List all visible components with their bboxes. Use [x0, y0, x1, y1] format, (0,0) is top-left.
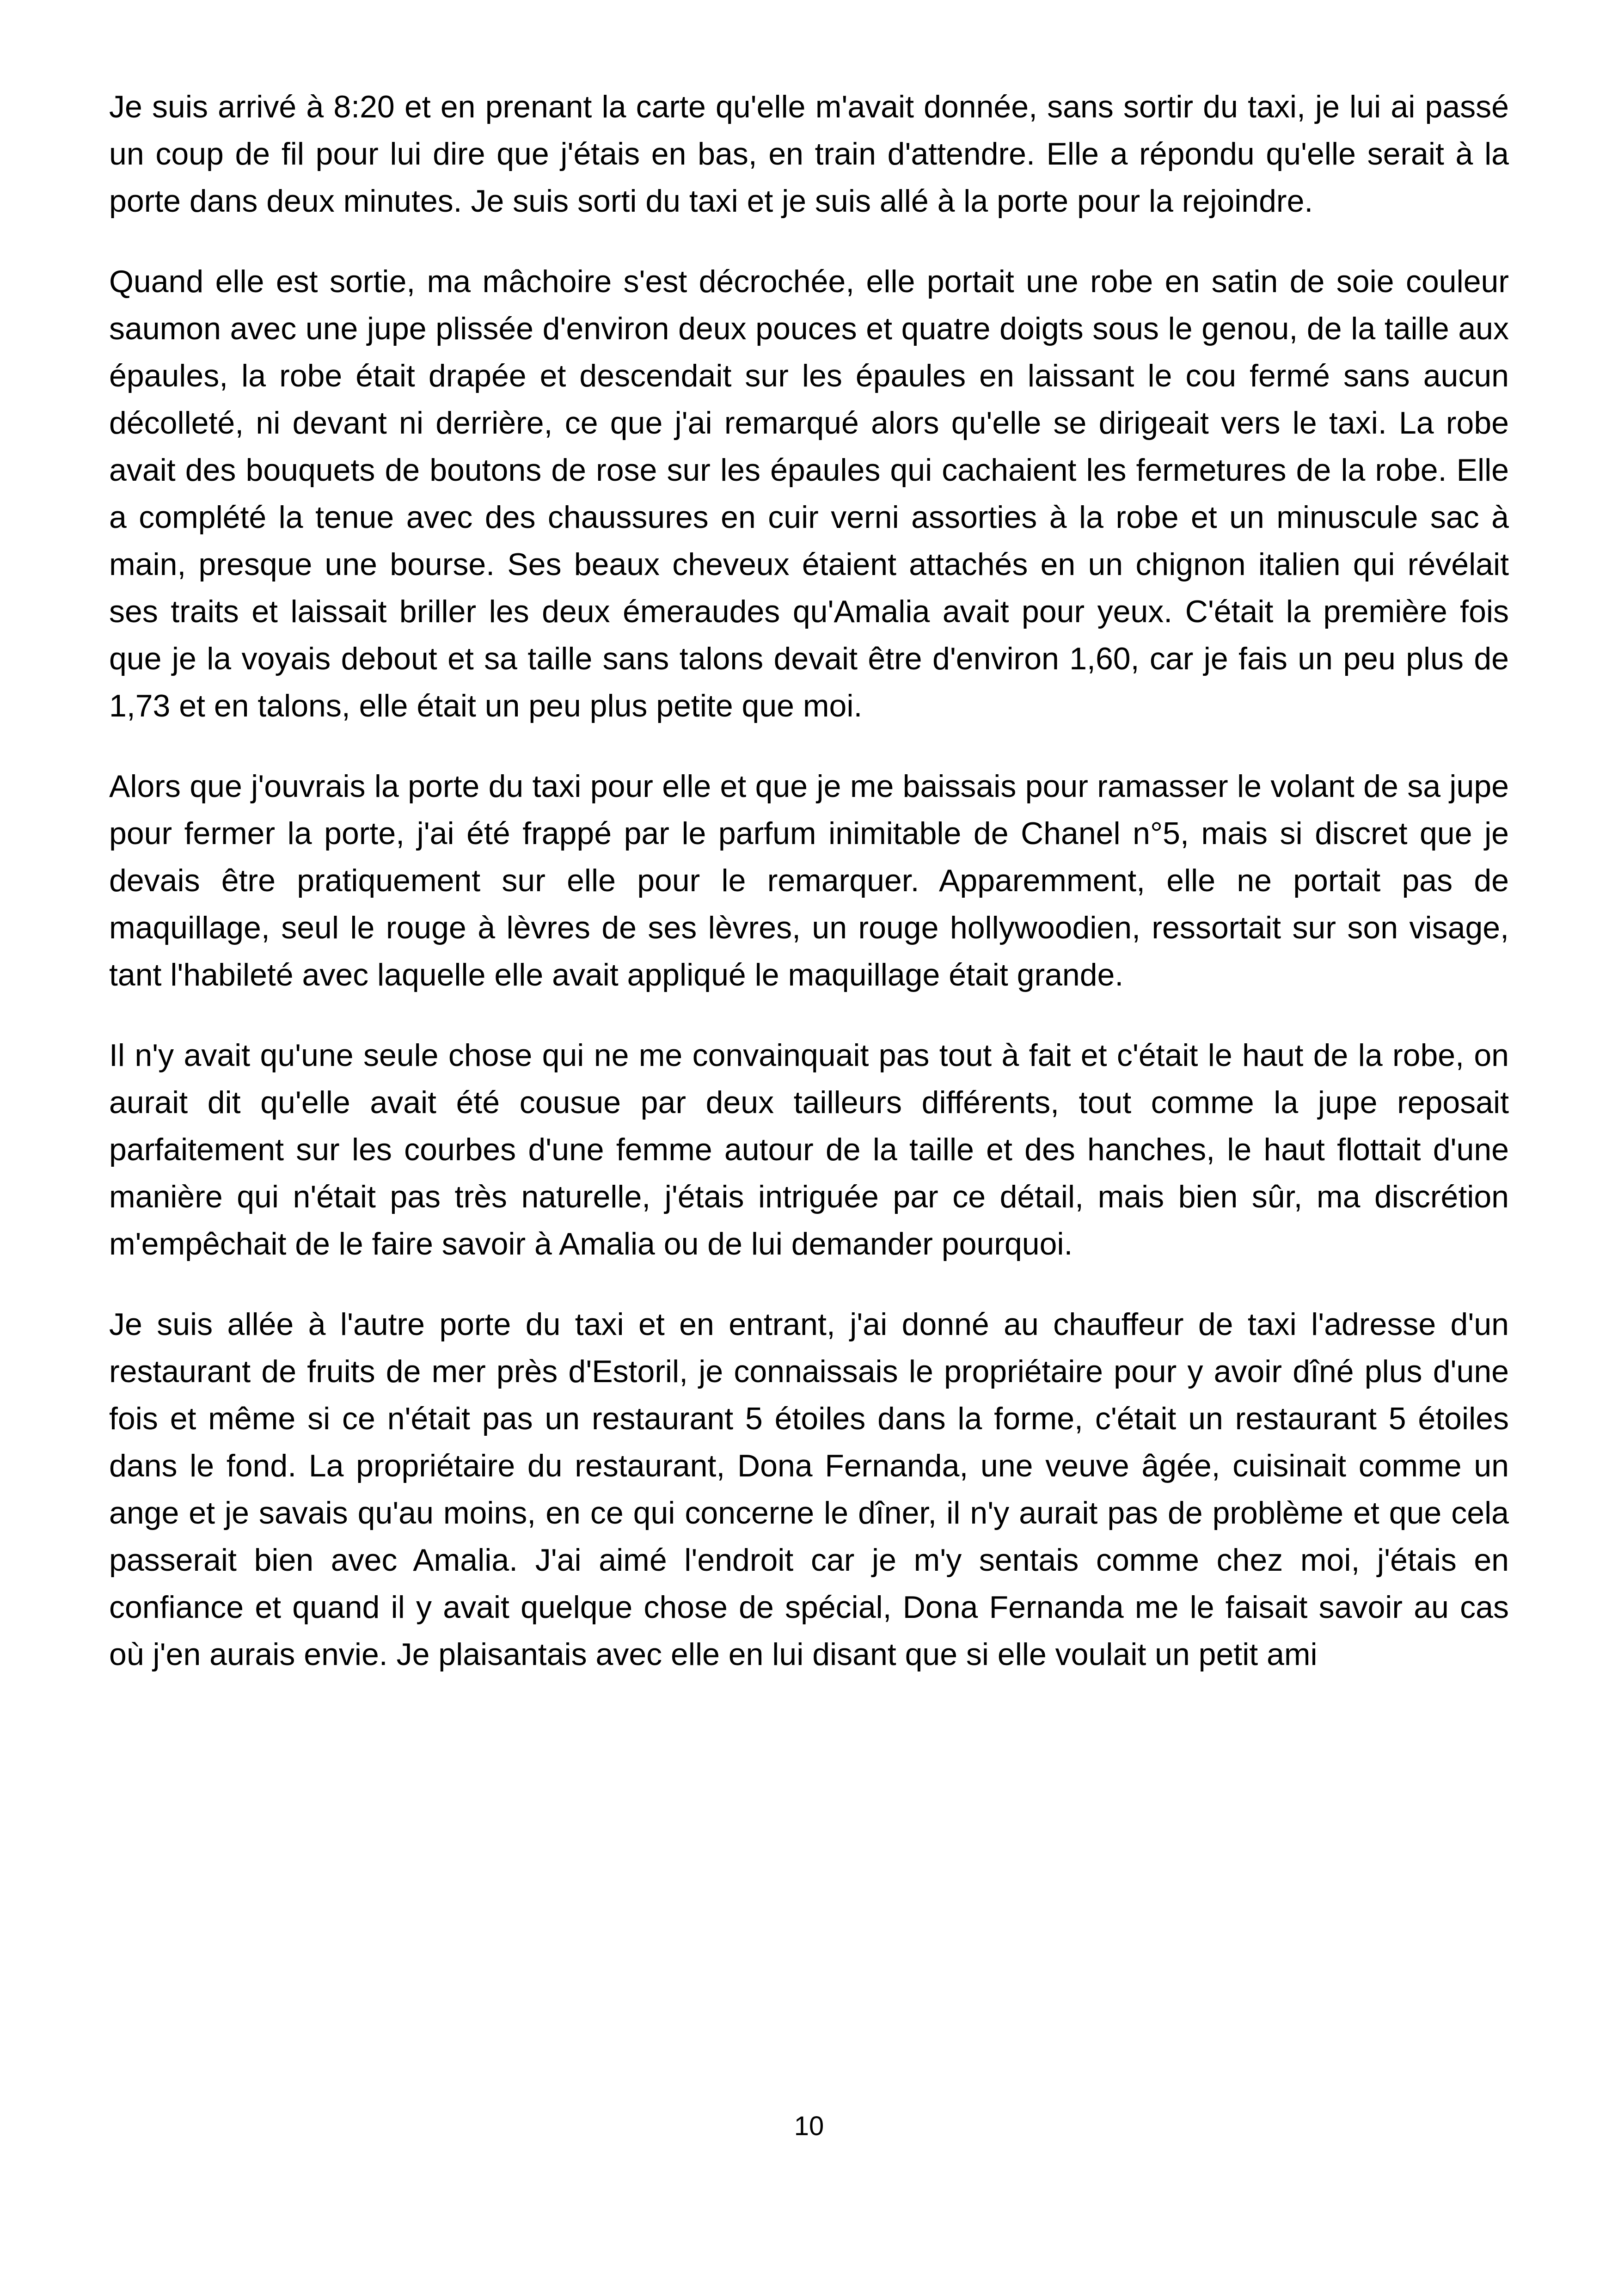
paragraph-4: Il n'y avait qu'une seule chose qui ne me convainquait pas tout à fait et c'était le haut de la robe, on aurait dit qu'elle avait été cousue par deux tailleurs différents, tout comme la jupe reposait parfaitement sur les courbes d'une femme autour de la taille et des hanches, le haut flottait d'une manière qui n'était pas très naturelle, j'étais intriguée par ce détail, mais bien sûr, ma discrétion m'empêchait de le faire savoir à Amalia ou de lui demander pourquoi. [109, 1038, 1509, 1261]
body-text [109, 83, 1509, 1678]
paragraph-5: Je suis allée à l'autre porte du taxi et en entrant, j'ai donné au chauffeur de taxi l'adresse d'un restaurant de fruits de mer près d'Estoril, je connaissais le propriétaire pour y avoir dîné plus d'une fois et même si ce n'était pas un restaurant 5 étoiles dans la forme, c'était un restaurant 5 étoiles dans le fond. La propriétaire du restaurant, Dona Fernanda, une veuve âgée, cuisinait comme un ange et je savais qu'au moins, en ce qui concerne le dîner, il n'y aurait pas de problème et que cela passerait bien avec Amalia. J'ai aimé l'endroit car je m'y sentais comme chez moi, j'étais en confiance et quand il y avait quelque chose de spécial, Dona Fernanda me le faisait savoir au cas où j'en aurais envie. Je plaisantais avec elle en lui disant que si elle voulait un petit ami [109, 1307, 1509, 1672]
paragraph-3: Alors que j'ouvrais la porte du taxi pour elle et que je me baissais pour ramasser le volant de sa jupe pour fermer la porte, j'ai été frappé par le parfum inimitable de Chanel n°5, mais si discret que je devais être pratiquement sur elle pour le remarquer. Apparemment, elle ne portait pas de maquillage, seul le rouge à lèvres de ses lèvres, un rouge hollywoodien, ressortait sur son visage, tant l'habileté avec laquelle elle avait appliqué le maquillage était grande. [109, 769, 1509, 992]
paragraph-1: Je suis arrivé à 8:20 et en prenant la carte qu'elle m'avait donnée, sans sortir du taxi, je lui ai passé un coup de fil pour lui dire que j'étais en bas, en train d'attendre. Elle a répondu qu'elle serait à la porte dans deux minutes. Je suis sorti du taxi et je suis allé à la porte pour la rejoindre. [109, 89, 1509, 219]
page-number: 10 [794, 2111, 824, 2141]
paragraph-2: Quand elle est sortie, ma mâchoire s'est décrochée, elle portait une robe en satin de soie couleur saumon avec une jupe plissée d'environ deux pouces et quatre doigts sous le genou, de la taille aux épaules, la robe était drapée et descendait sur les épaules en laissant le cou fermé sans aucun décolleté, ni devant ni derrière, ce que j'ai remarqué alors qu'elle se dirigeait vers le taxi. La robe avait des bouquets de boutons de rose sur les épaules qui cachaient les fermetures de la robe. Elle a complété la tenue avec des chaussures en cuir verni assorties à la robe et un minuscule sac à main, presque une bourse. Ses beaux cheveux étaient attachés en un chignon italien qui révélait ses traits et laissait briller les deux émeraudes qu'Amalia avait pour yeux. C'était la première fois que je la voyais debout et sa taille sans talons devait être d'environ 1,60, car je fais un peu plus de 1,73 et en talons, elle était un peu plus petite que moi. [109, 264, 1509, 723]
